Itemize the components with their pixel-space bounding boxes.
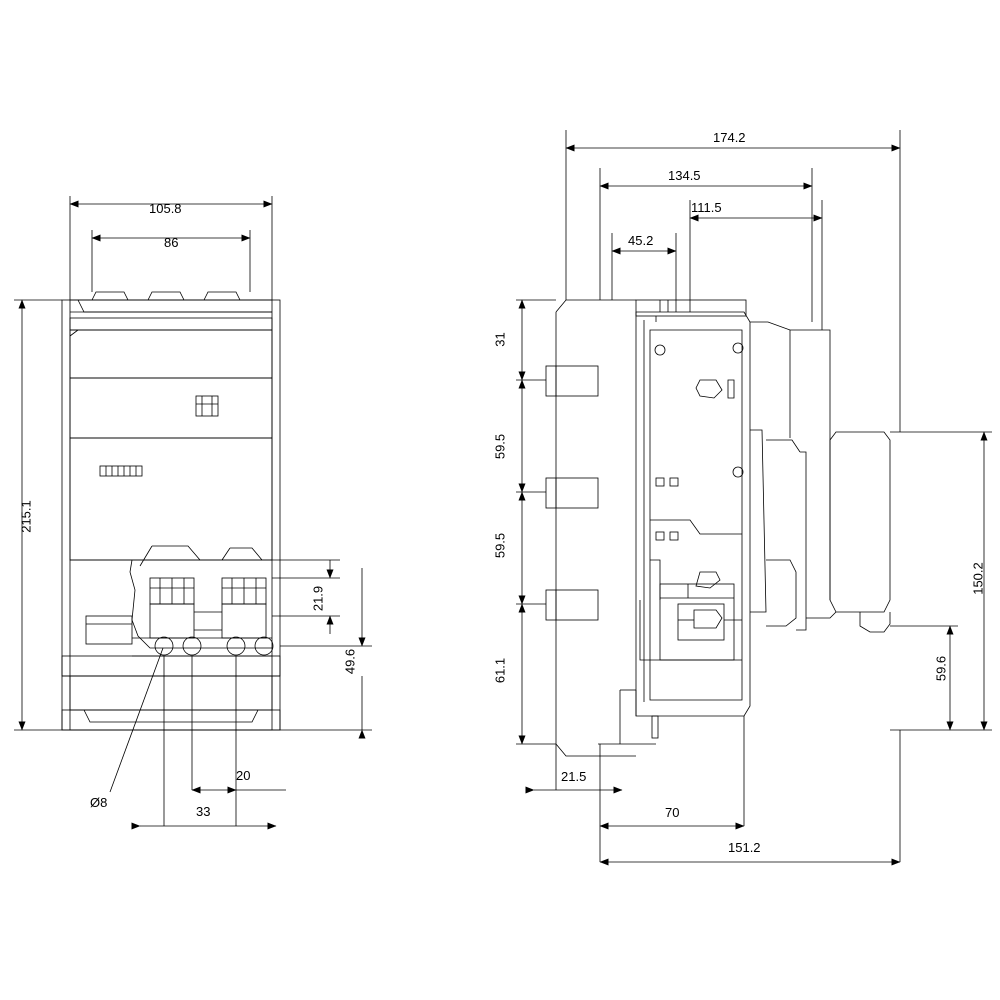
side-view-dimensions — [516, 130, 992, 862]
dim-label-111-5: 111.5 — [691, 200, 722, 215]
dim-label-105-8: 105.8 — [149, 201, 182, 216]
dim-label-70: 70 — [665, 805, 680, 820]
dim-label-59-5-lower: 59.5 — [492, 532, 508, 559]
dim-label-151-2: 151.2 — [728, 840, 761, 855]
dim-label-59-5-upper: 59.5 — [492, 433, 508, 460]
dim-label-21-9: 21.9 — [310, 585, 326, 612]
side-view-geometry — [546, 300, 890, 756]
dim-label-45-2: 45.2 — [628, 233, 654, 248]
dim-label-215-1: 215.1 — [18, 500, 34, 533]
dim-label-61-1: 61.1 — [492, 657, 508, 684]
dim-label-59-6: 59.6 — [933, 655, 949, 682]
dim-label-174-2: 174.2 — [713, 130, 746, 145]
dim-label-150-2: 150.2 — [970, 562, 986, 595]
dim-label-49-6: 49.6 — [342, 648, 358, 675]
dim-label-20: 20 — [236, 768, 251, 783]
front-view-geometry — [62, 292, 280, 792]
dim-label-diameter-8: Ø8 — [90, 795, 108, 810]
dim-label-134-5: 134.5 — [668, 168, 701, 183]
dim-label-31: 31 — [492, 332, 508, 347]
dim-label-86: 86 — [164, 235, 179, 250]
dim-label-21-5: 21.5 — [561, 769, 587, 784]
front-view-dimensions — [14, 196, 372, 826]
dim-label-33: 33 — [196, 804, 211, 819]
